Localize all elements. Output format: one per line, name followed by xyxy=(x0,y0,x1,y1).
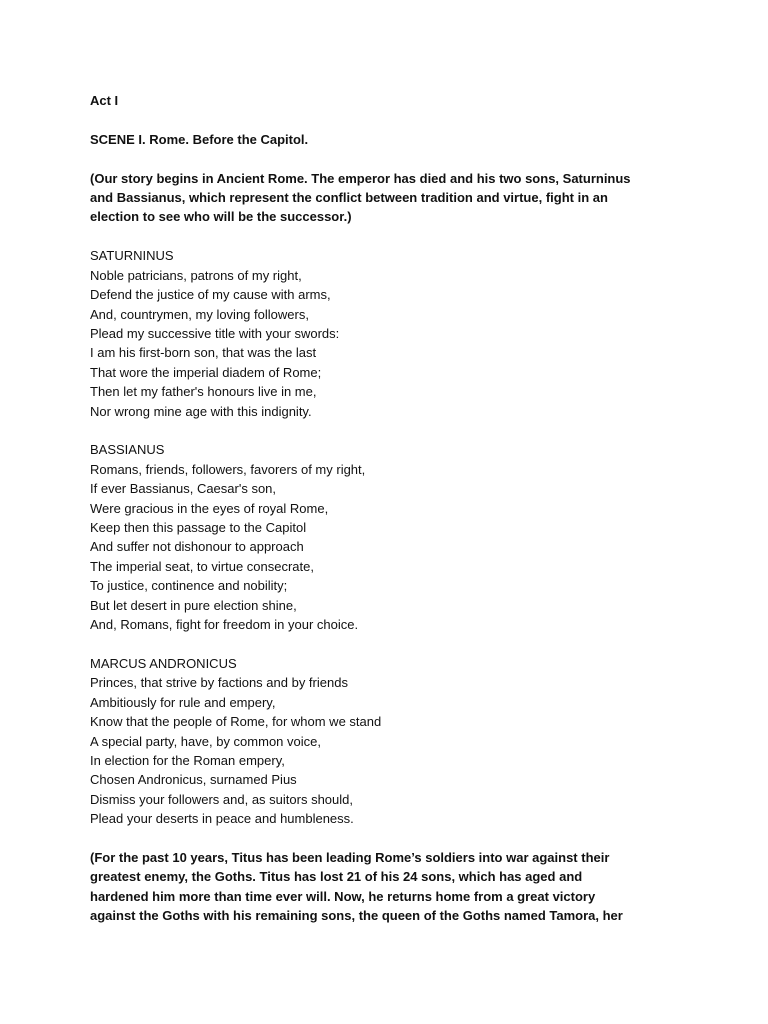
verse-line: Keep then this passage to the Capitol xyxy=(90,520,307,536)
intro-line: (Our story begins in Ancient Rome. The emperor has died and his two sons, Saturninus xyxy=(90,170,631,186)
narration-line: (For the past 10 years, Titus has been leading Rome’s soldiers into war against their xyxy=(90,849,610,865)
speaker-name: BASSIANUS xyxy=(90,442,165,458)
verse-line: Defend the justice of my cause with arms, xyxy=(90,287,331,303)
verse-line: I am his first-born son, that was the last xyxy=(90,345,317,361)
verse-line: If ever Bassianus, Caesar's son, xyxy=(90,481,277,497)
act-heading: Act I xyxy=(90,93,119,108)
verse-line: Plead my successive title with your swords: xyxy=(90,326,340,342)
verse-line: Nor wrong mine age with this indignity. xyxy=(90,403,312,419)
verse-line: Plead your deserts in peace and humbleness. xyxy=(90,811,354,827)
narration-line: greatest enemy, the Goths. Titus has lost 21 of his 24 sons, which has aged and xyxy=(90,869,583,885)
verse-line: In election for the Roman empery, xyxy=(90,752,285,768)
speaker-name: SATURNINUS xyxy=(90,248,174,264)
verse-line: To justice, continence and nobility; xyxy=(90,578,288,594)
verse-line: The imperial seat, to virtue consecrate, xyxy=(90,558,314,574)
verse-line: And, Romans, fight for freedom in your choice. xyxy=(90,617,359,633)
verse-line: Know that the people of Rome, for whom we stand xyxy=(90,714,382,730)
verse-line: A special party, have, by common voice, xyxy=(90,733,321,749)
verse-line: Romans, friends, followers, favorers of my right, xyxy=(90,461,366,477)
speaker-name: MARCUS ANDRONICUS xyxy=(90,655,237,671)
verse-line: And, countrymen, my loving followers, xyxy=(90,306,309,322)
verse-line: Dismiss your followers and, as suitors should, xyxy=(90,791,353,807)
verse-line: And suffer not dishonour to approach xyxy=(90,539,304,555)
speech-saturninus xyxy=(90,246,700,421)
verse-line: Princes, that strive by factions and by friends xyxy=(90,675,348,691)
narration-stage-direction xyxy=(90,848,700,926)
intro-line: and Bassianus, which represent the conflict between tradition and virtue, fight in an xyxy=(90,190,608,205)
verse-line: Ambitiously for rule and empery, xyxy=(90,694,276,710)
speech-marcus-andronicus xyxy=(90,654,700,829)
scene-heading: SCENE I. Rome. Before the Capitol. xyxy=(90,131,309,147)
verse-line: Noble patricians, patrons of my right, xyxy=(90,267,302,283)
document-page xyxy=(90,91,700,926)
intro-line: election to see who will be the successor.) xyxy=(90,209,352,225)
narration-line: against the Goths with his remaining sons, the queen of the Goths named Tamora, her xyxy=(90,908,623,924)
verse-line: Were gracious in the eyes of royal Rome, xyxy=(90,500,329,516)
verse-line: But let desert in pure election shine, xyxy=(90,597,297,613)
speech-bassianus xyxy=(90,440,700,634)
verse-line: Then let my father's honours live in me, xyxy=(90,384,317,400)
intro-stage-direction xyxy=(90,169,700,227)
verse-line: That wore the imperial diadem of Rome; xyxy=(90,364,322,380)
verse-line: Chosen Andronicus, surnamed Pius xyxy=(90,772,297,788)
narration-line: hardened him more than time ever will. Now, he returns home from a great victory xyxy=(90,888,596,904)
